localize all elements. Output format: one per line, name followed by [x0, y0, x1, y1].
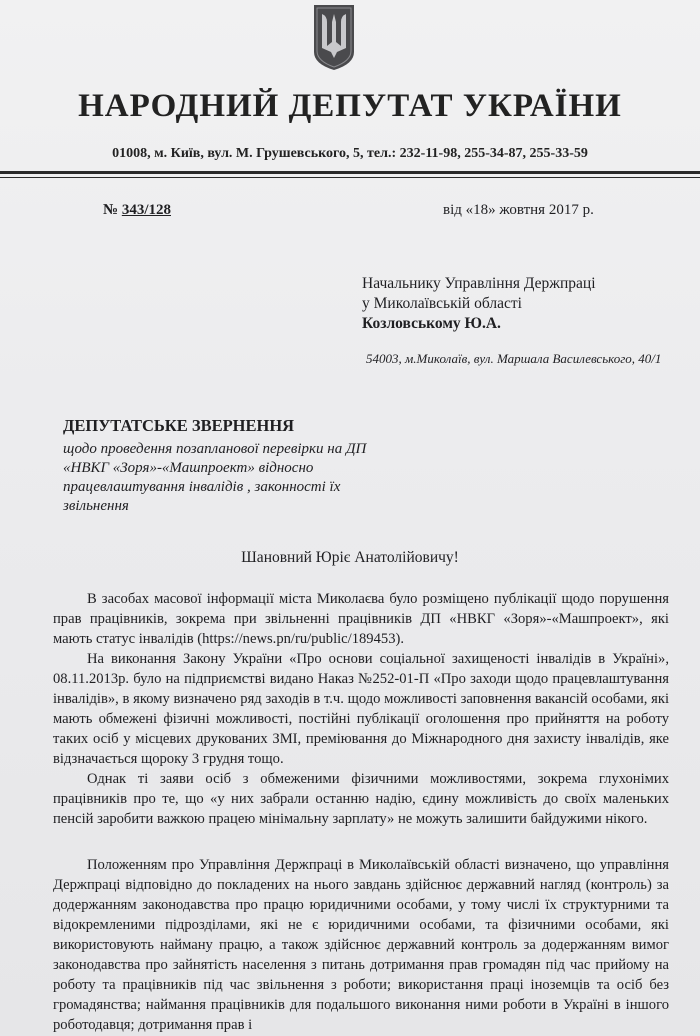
recipient-name: Козловському Ю.А. [362, 315, 501, 332]
trident-icon [311, 2, 357, 72]
letterhead-address: 01008, м. Київ, вул. М. Грушевського, 5, тел.: 232-11-98, 255-34-87, 255-33-59 [112, 146, 588, 161]
recipient-line-1: Начальнику Управління Держпраці [362, 275, 596, 292]
greeting: Шановний Юріє Анатолійовичу! [241, 549, 459, 566]
letter-date: від «18» жовтня 2017 р. [443, 202, 594, 218]
letterhead-divider-thin [0, 177, 700, 178]
document-subject: щодо проведення позапланової перевірки на ДП «НВКГ «Зоря»-«Машпроект» відносно працевлаштування інвалідів , законності їх звільнення [63, 441, 367, 514]
body-paragraph: На виконання Закону України «Про основи соціальної захищеності інвалідів в Україні», 08.11.2013р. було на підприємстві видано Наказ №252-01-П «Про заходи щодо працевлаштування інвалідів», в якому визначено ряд заходів в т.ч. щодо можливості заповнення вакансій особами, які мають обмежені фізичні можливості, постійні публікації оголошення про прийняття на роботу таких осіб у місцевих друкованих ЗМІ, преміювання до Міжнародного дня захисту інвалідів, яке відзначається щороку 3 грудня тощо. [53, 651, 669, 767]
letter-number: 343/128 [121, 202, 171, 218]
recipient-line-2: у Миколаївській області [362, 295, 522, 312]
document-heading: ДЕПУТАТСЬКЕ ЗВЕРНЕННЯ [63, 416, 295, 435]
letterhead-divider [0, 171, 700, 174]
recipient-block [362, 274, 596, 334]
body-paragraph: В засобах масової інформації міста Миколаєва було розміщено публікації щодо порушення прав працівників, зокрема при звільненні працівників ДП «НВКГ «Зоря»-«Машпроект», які мають статус інвалідів (https://news.pn/ru/public/189453). [53, 591, 669, 647]
registration-number [103, 202, 171, 219]
number-sign: № [103, 202, 119, 218]
letterhead-title: НАРОДНИЙ ДЕПУТАТ УКРАЇНИ [78, 88, 622, 124]
recipient-address: 54003, м.Миколаїв, вул. Маршала Василевського, 40/1 [366, 351, 662, 366]
body-paragraph: Однак ті заяви осіб з обмеженими фізичними можливостями, зокрема глухонімих працівників про те, що «у них забрали останню надію, єдину можливість до своїх маленьких пенсій заробити важкою працею мінімальну зарплату» не можуть залишити байдужими нікого. [53, 771, 669, 827]
body-paragraph: Положенням про Управління Держпраці в Миколаївській області визначено, що управління Держпраці відповідно до покладених на нього завдань здійснює державний нагляд (контроль) за додержанням законодавства про працю юридичними особами, у тому числі їх структурними та відокремленими підрозділами, які не є юридичними особами, та фізичними особами, які використовують найману працю, а також здійснює державний контроль за додержанням вимог законодавства про зайнятість населення з питань дотримання прав громадян під час прийому на роботу та працівників під час звільнення з роботи; використання праці іноземців та осіб без громадянства; наймання працівників для подальшого виконання ними роботи в Україні в іншого роботодавця; дотримання прав і [53, 857, 669, 1033]
